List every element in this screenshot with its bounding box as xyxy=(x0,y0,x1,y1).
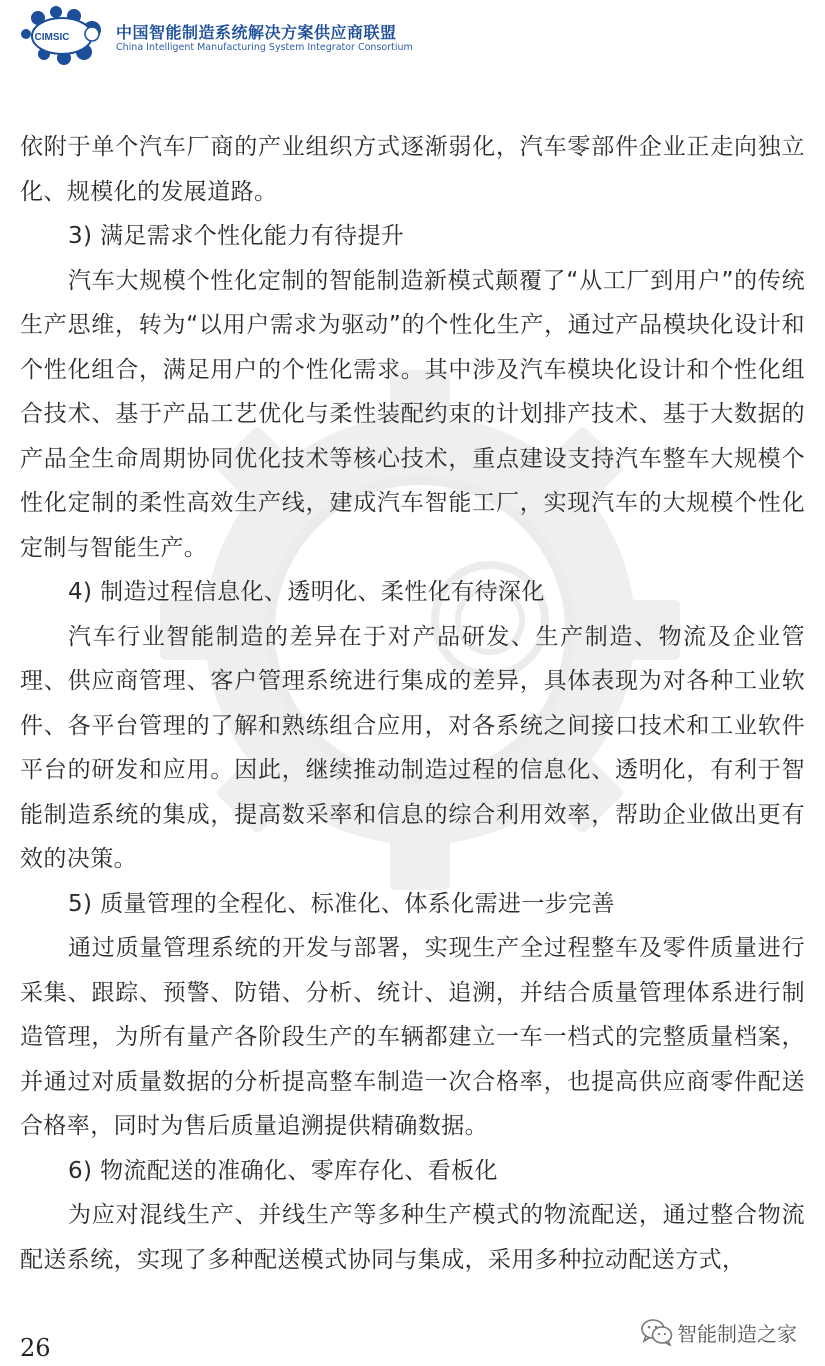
section-heading-4: 4) 制造过程信息化、透明化、柔性化有待深化 xyxy=(68,579,545,605)
page-header xyxy=(18,4,438,66)
consortium-logo xyxy=(18,4,110,66)
paragraph: 通过质量管理系统的开发与部署，实现生产全过程整车及零件质量进行采集、跟踪、预警、防错、分析、统计、追溯，并结合质量管理体系进行制造管理，为所有量产各阶段生产的车辆都建立一车一档式的完整质量档案，并通过对质量数据的分析提高整车制造一次合格率，也提高供应商零件配送合格率，同时为售后质量追溯提供精确数据。 xyxy=(20,935,805,1139)
document-body xyxy=(20,125,805,1282)
svg-text:CIMSIC: CIMSIC xyxy=(34,32,70,43)
org-name-cn: 中国智能制造系统解决方案供应商联盟 xyxy=(116,23,397,42)
paragraph: 汽车行业智能制造的差异在于对产品研发、生产制造、物流及企业管理、供应商管理、客户管理系统进行集成的差异，具体表现为对各种工业软件、各平台管理的了解和熟练组合应用，对各系统之间接口技术和工业软件平台的研发和应用。因此，继续推动制造过程的信息化、透明化，有利于智能制造系统的集成，提高数采率和信息的综合利用效率，帮助企业做出更有效的决策。 xyxy=(20,623,805,872)
section-heading-6: 6) 物流配送的准确化、零库存化、看板化 xyxy=(68,1157,498,1184)
page-number: 26 xyxy=(20,1334,51,1362)
paragraph: 为应对混线生产、并线生产等多种生产模式的物流配送，通过整合物流配送系统，实现了多种配送模式协同与集成，采用多种拉动配送方式， xyxy=(20,1202,805,1273)
wechat-account-name: 智能制造之家 xyxy=(677,1322,797,1346)
section-heading-5: 5) 质量管理的全程化、标准化、体系化需进一步完善 xyxy=(68,890,615,917)
paragraph-continuation: 依附于单个汽车厂商的产业组织方式逐渐弱化，汽车零部件企业正走向独立化、规模化的发展道路。 xyxy=(20,134,805,205)
wechat-icon xyxy=(641,1318,673,1346)
paragraph: 汽车大规模个性化定制的智能制造新模式颠覆了“从工厂到用户”的传统生产思维，转为“以用户需求为驱动”的个性化生产，通过产品模块化设计和个性化组合，满足用户的个性化需求。其中涉及汽车模块化设计和个性化组合技术、基于产品工艺优化与柔性装配约束的计划排产技术、基于大数据的产品全生命周期协同优化技术等核心技术，重点建设支持汽车整车大规模个性化定制的柔性高效生产线，建成汽车智能工厂，实现汽车的大规模个性化定制与智能生产。 xyxy=(20,267,805,561)
section-heading-3: 3) 满足需求个性化能力有待提升 xyxy=(68,223,405,249)
org-name-en: China Intelligent Manufacturing System Integrator Consortium xyxy=(116,42,413,53)
